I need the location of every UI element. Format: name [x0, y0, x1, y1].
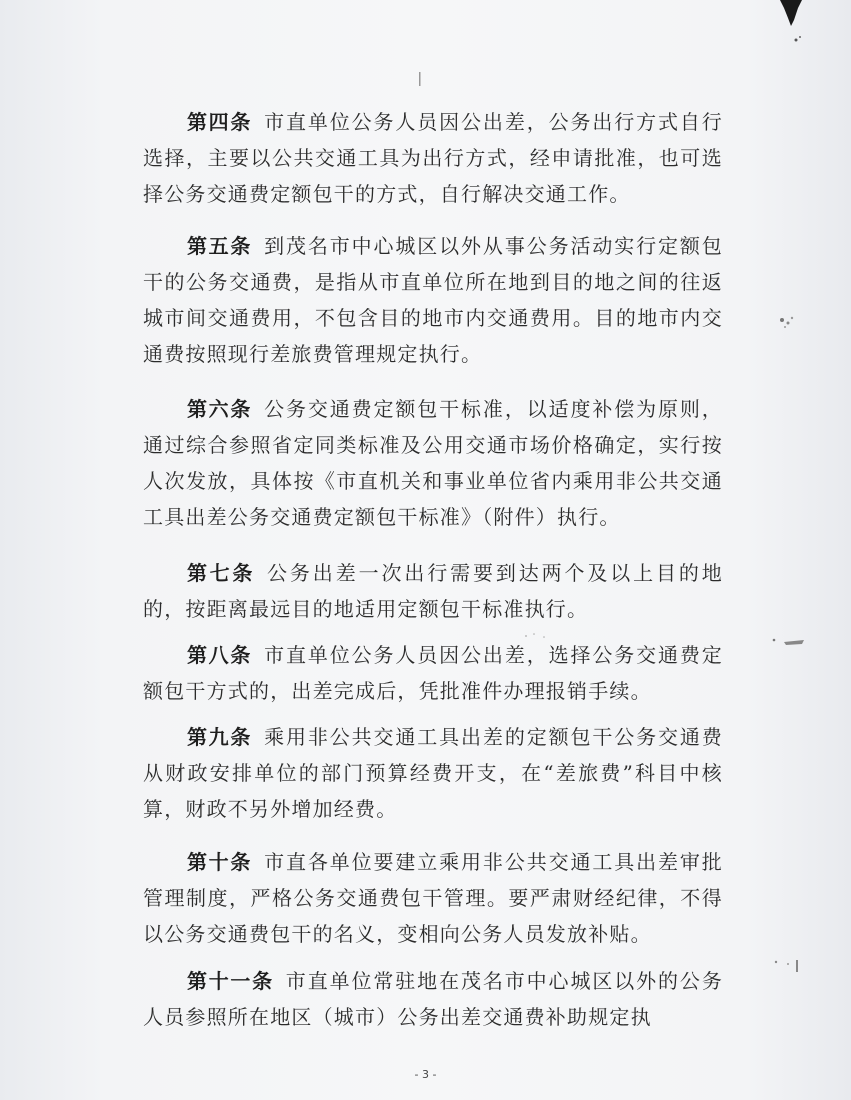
- scan-speck-top: [410, 70, 430, 88]
- article-heading: 第九条: [187, 725, 253, 749]
- article-heading: 第八条: [187, 643, 253, 667]
- article-heading: 第五条: [187, 234, 253, 258]
- article-body: 市直单位公务人员因公出差，公务出行方式自行选择，主要以公共交通工具为出行方式，经申请批准，也可选择公务交通费定额包干的方式，自行解决交通工作。: [143, 110, 723, 206]
- article-5: [143, 228, 723, 372]
- article-heading: 第四条: [187, 110, 253, 134]
- article-heading: 第十条: [187, 850, 253, 874]
- article-body: 公务交通费定额包干标准，以适度补偿为原则，通过综合参照省定同类标准及公用交通市场价格确定，实行按人次发放，具体按《市直机关和事业单位省内乘用非公共交通工具出差公务交通费定额包干标准》（附件）执行。: [143, 397, 723, 529]
- article-body: 市直单位公务人员因公出差，选择公务交通费定额包干方式的，出差完成后，凭批准件办理报销手续。: [143, 643, 723, 703]
- article-11: [143, 963, 723, 1035]
- article-body: 乘用非公共交通工具出差的定额包干公务交通费从财政安排单位的部门预算经费开支，在“差旅费”科目中核算，财政不另外增加经费。: [143, 725, 723, 821]
- article-heading: 第十一条: [187, 969, 274, 993]
- article-10: [143, 844, 723, 952]
- article-body: 市直各单位要建立乘用非公共交通工具出差审批管理制度，严格公务交通费包干管理。要严肃财经纪律，不得以公务交通费包干的名义，变相向公务人员发放补贴。: [143, 850, 723, 946]
- scan-speck-right-2: [768, 632, 812, 652]
- article-body: 市直单位常驻地在茂名市中心城区以外的公务人员参照所在地区（城市）公务出差交通费补助规定执: [143, 969, 724, 1029]
- article-9: [143, 719, 723, 827]
- article-body: 到茂名市中心城区以外从事公务活动实行定额包干的公务交通费，是指从市直单位所在地到目的地之间的往返城市间交通费用，不包含目的地市内交通费用。目的地市内交通费按照现行差旅费管理规定执行。: [143, 234, 723, 366]
- page-number: - 3 -: [414, 1068, 437, 1081]
- article-4: [143, 104, 723, 212]
- article-body: 公务出差一次出行需要到达两个及以上目的地的，按距离最远目的地适用定额包干标准执行。: [143, 561, 724, 621]
- article-6: [143, 391, 723, 535]
- article-heading: 第七条: [187, 561, 256, 585]
- article-8: [143, 637, 723, 709]
- article-7: [143, 555, 723, 627]
- scan-mark-top-right: [772, 0, 812, 48]
- scan-speck-right-1: [770, 308, 810, 336]
- scan-speck-right-3: [768, 950, 808, 980]
- article-heading: 第六条: [187, 397, 253, 421]
